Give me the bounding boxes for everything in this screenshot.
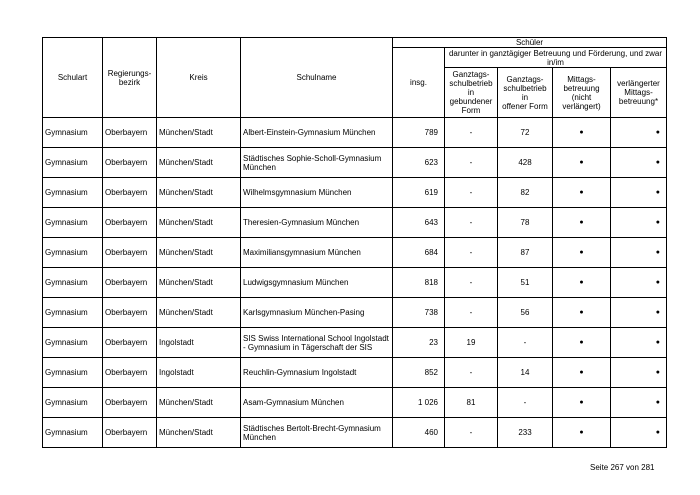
cell-regierungsbezirk: Oberbayern bbox=[103, 298, 157, 328]
cell-mittag: ● bbox=[553, 118, 611, 148]
header-insg: insg. bbox=[393, 48, 445, 118]
cell-offen: 82 bbox=[498, 178, 553, 208]
cell-regierungsbezirk: Oberbayern bbox=[103, 148, 157, 178]
table-row bbox=[43, 238, 667, 268]
cell-regierungsbezirk: Oberbayern bbox=[103, 238, 157, 268]
cell-regierungsbezirk: Oberbayern bbox=[103, 268, 157, 298]
cell-insg: 619 bbox=[393, 178, 445, 208]
cell-offen: 56 bbox=[498, 298, 553, 328]
table-row bbox=[43, 298, 667, 328]
cell-offen: 78 bbox=[498, 208, 553, 238]
cell-kreis: München/Stadt bbox=[157, 418, 241, 448]
cell-mittag: ● bbox=[553, 418, 611, 448]
cell-mittag: ● bbox=[553, 148, 611, 178]
header-kreis: Kreis bbox=[157, 38, 241, 118]
cell-gebunden: - bbox=[445, 238, 498, 268]
header-schulart: Schulart bbox=[43, 38, 103, 118]
header-verlaengert: verlängerter Mittags- betreuung* bbox=[611, 68, 667, 118]
cell-mittag: ● bbox=[553, 178, 611, 208]
page-number: Seite 267 von 281 bbox=[590, 463, 655, 472]
cell-schulname: Albert-Einstein-Gymnasium München bbox=[241, 118, 393, 148]
cell-offen: 72 bbox=[498, 118, 553, 148]
cell-verlaengert: ● bbox=[611, 118, 667, 148]
cell-offen: 51 bbox=[498, 268, 553, 298]
cell-gebunden: - bbox=[445, 268, 498, 298]
school-table bbox=[42, 37, 667, 448]
cell-schulname: SIS Swiss International School Ingolstadt - Gymnasium in Tägerschaft der SIS bbox=[241, 328, 393, 358]
cell-mittag: ● bbox=[553, 358, 611, 388]
cell-schulname: Wilhelmsgymnasium München bbox=[241, 178, 393, 208]
table-row bbox=[43, 268, 667, 298]
cell-insg: 23 bbox=[393, 328, 445, 358]
cell-schulart: Gymnasium bbox=[43, 208, 103, 238]
cell-offen: 87 bbox=[498, 238, 553, 268]
cell-verlaengert: ● bbox=[611, 148, 667, 178]
cell-kreis: München/Stadt bbox=[157, 118, 241, 148]
cell-verlaengert: ● bbox=[611, 208, 667, 238]
cell-schulart: Gymnasium bbox=[43, 178, 103, 208]
table-row bbox=[43, 358, 667, 388]
header-mittag: Mittags- betreuung (nicht verlängert) bbox=[553, 68, 611, 118]
cell-offen: 233 bbox=[498, 418, 553, 448]
cell-offen: 428 bbox=[498, 148, 553, 178]
cell-kreis: München/Stadt bbox=[157, 178, 241, 208]
cell-schulname: Städtisches Sophie-Scholl-Gymnasium München bbox=[241, 148, 393, 178]
cell-schulart: Gymnasium bbox=[43, 388, 103, 418]
cell-verlaengert: ● bbox=[611, 358, 667, 388]
cell-schulart: Gymnasium bbox=[43, 238, 103, 268]
table-row bbox=[43, 328, 667, 358]
cell-kreis: München/Stadt bbox=[157, 238, 241, 268]
cell-schulart: Gymnasium bbox=[43, 298, 103, 328]
table-row bbox=[43, 148, 667, 178]
cell-schulname: Ludwigsgymnasium München bbox=[241, 268, 393, 298]
cell-schulname: Theresien-Gymnasium München bbox=[241, 208, 393, 238]
cell-schulname: Reuchlin-Gymnasium Ingolstadt bbox=[241, 358, 393, 388]
table-row bbox=[43, 388, 667, 418]
cell-schulart: Gymnasium bbox=[43, 358, 103, 388]
table-row bbox=[43, 178, 667, 208]
cell-offen: - bbox=[498, 388, 553, 418]
cell-regierungsbezirk: Oberbayern bbox=[103, 388, 157, 418]
cell-schulname: Karlsgymnasium München-Pasing bbox=[241, 298, 393, 328]
cell-mittag: ● bbox=[553, 268, 611, 298]
cell-mittag: ● bbox=[553, 238, 611, 268]
cell-insg: 789 bbox=[393, 118, 445, 148]
cell-insg: 1 026 bbox=[393, 388, 445, 418]
cell-regierungsbezirk: Oberbayern bbox=[103, 418, 157, 448]
cell-verlaengert: ● bbox=[611, 298, 667, 328]
cell-gebunden: - bbox=[445, 298, 498, 328]
table-row bbox=[43, 208, 667, 238]
cell-verlaengert: ● bbox=[611, 418, 667, 448]
cell-gebunden: - bbox=[445, 418, 498, 448]
cell-schulname: Maximiliansgymnasium München bbox=[241, 238, 393, 268]
cell-schulname: Städtisches Bertolt-Brecht-Gymnasium München bbox=[241, 418, 393, 448]
header-offen: Ganztags- schulbetrieb in offener Form bbox=[498, 68, 553, 118]
cell-regierungsbezirk: Oberbayern bbox=[103, 118, 157, 148]
cell-regierungsbezirk: Oberbayern bbox=[103, 328, 157, 358]
cell-schulart: Gymnasium bbox=[43, 118, 103, 148]
cell-kreis: München/Stadt bbox=[157, 298, 241, 328]
cell-offen: - bbox=[498, 328, 553, 358]
cell-gebunden: 81 bbox=[445, 388, 498, 418]
cell-insg: 818 bbox=[393, 268, 445, 298]
cell-mittag: ● bbox=[553, 208, 611, 238]
cell-regierungsbezirk: Oberbayern bbox=[103, 178, 157, 208]
cell-insg: 643 bbox=[393, 208, 445, 238]
cell-verlaengert: ● bbox=[611, 388, 667, 418]
cell-schulart: Gymnasium bbox=[43, 268, 103, 298]
cell-kreis: München/Stadt bbox=[157, 268, 241, 298]
cell-verlaengert: ● bbox=[611, 178, 667, 208]
cell-kreis: München/Stadt bbox=[157, 388, 241, 418]
cell-gebunden: - bbox=[445, 118, 498, 148]
cell-insg: 460 bbox=[393, 418, 445, 448]
cell-kreis: München/Stadt bbox=[157, 148, 241, 178]
cell-insg: 684 bbox=[393, 238, 445, 268]
cell-regierungsbezirk: Oberbayern bbox=[103, 358, 157, 388]
cell-mittag: ● bbox=[553, 328, 611, 358]
header-gebunden: Ganztags- schulbetrieb in gebundener Form bbox=[445, 68, 498, 118]
cell-offen: 14 bbox=[498, 358, 553, 388]
cell-gebunden: - bbox=[445, 358, 498, 388]
cell-schulart: Gymnasium bbox=[43, 148, 103, 178]
header-darunter: darunter in ganztägiger Betreuung und Förderung, und zwar in/im bbox=[445, 48, 667, 68]
cell-kreis: München/Stadt bbox=[157, 208, 241, 238]
cell-verlaengert: ● bbox=[611, 328, 667, 358]
cell-regierungsbezirk: Oberbayern bbox=[103, 208, 157, 238]
cell-gebunden: 19 bbox=[445, 328, 498, 358]
header-schueler: Schüler bbox=[393, 38, 667, 48]
header-regierungsbezirk: Regierungs- bezirk bbox=[103, 38, 157, 118]
cell-mittag: ● bbox=[553, 388, 611, 418]
cell-gebunden: - bbox=[445, 208, 498, 238]
cell-gebunden: - bbox=[445, 148, 498, 178]
cell-insg: 852 bbox=[393, 358, 445, 388]
cell-kreis: Ingolstadt bbox=[157, 328, 241, 358]
cell-schulart: Gymnasium bbox=[43, 328, 103, 358]
header-schulname: Schulname bbox=[241, 38, 393, 118]
cell-insg: 623 bbox=[393, 148, 445, 178]
table-row bbox=[43, 418, 667, 448]
cell-kreis: Ingolstadt bbox=[157, 358, 241, 388]
cell-verlaengert: ● bbox=[611, 238, 667, 268]
cell-mittag: ● bbox=[553, 298, 611, 328]
cell-schulart: Gymnasium bbox=[43, 418, 103, 448]
cell-gebunden: - bbox=[445, 178, 498, 208]
cell-schulname: Asam-Gymnasium München bbox=[241, 388, 393, 418]
table-row bbox=[43, 118, 667, 148]
cell-verlaengert: ● bbox=[611, 268, 667, 298]
cell-insg: 738 bbox=[393, 298, 445, 328]
